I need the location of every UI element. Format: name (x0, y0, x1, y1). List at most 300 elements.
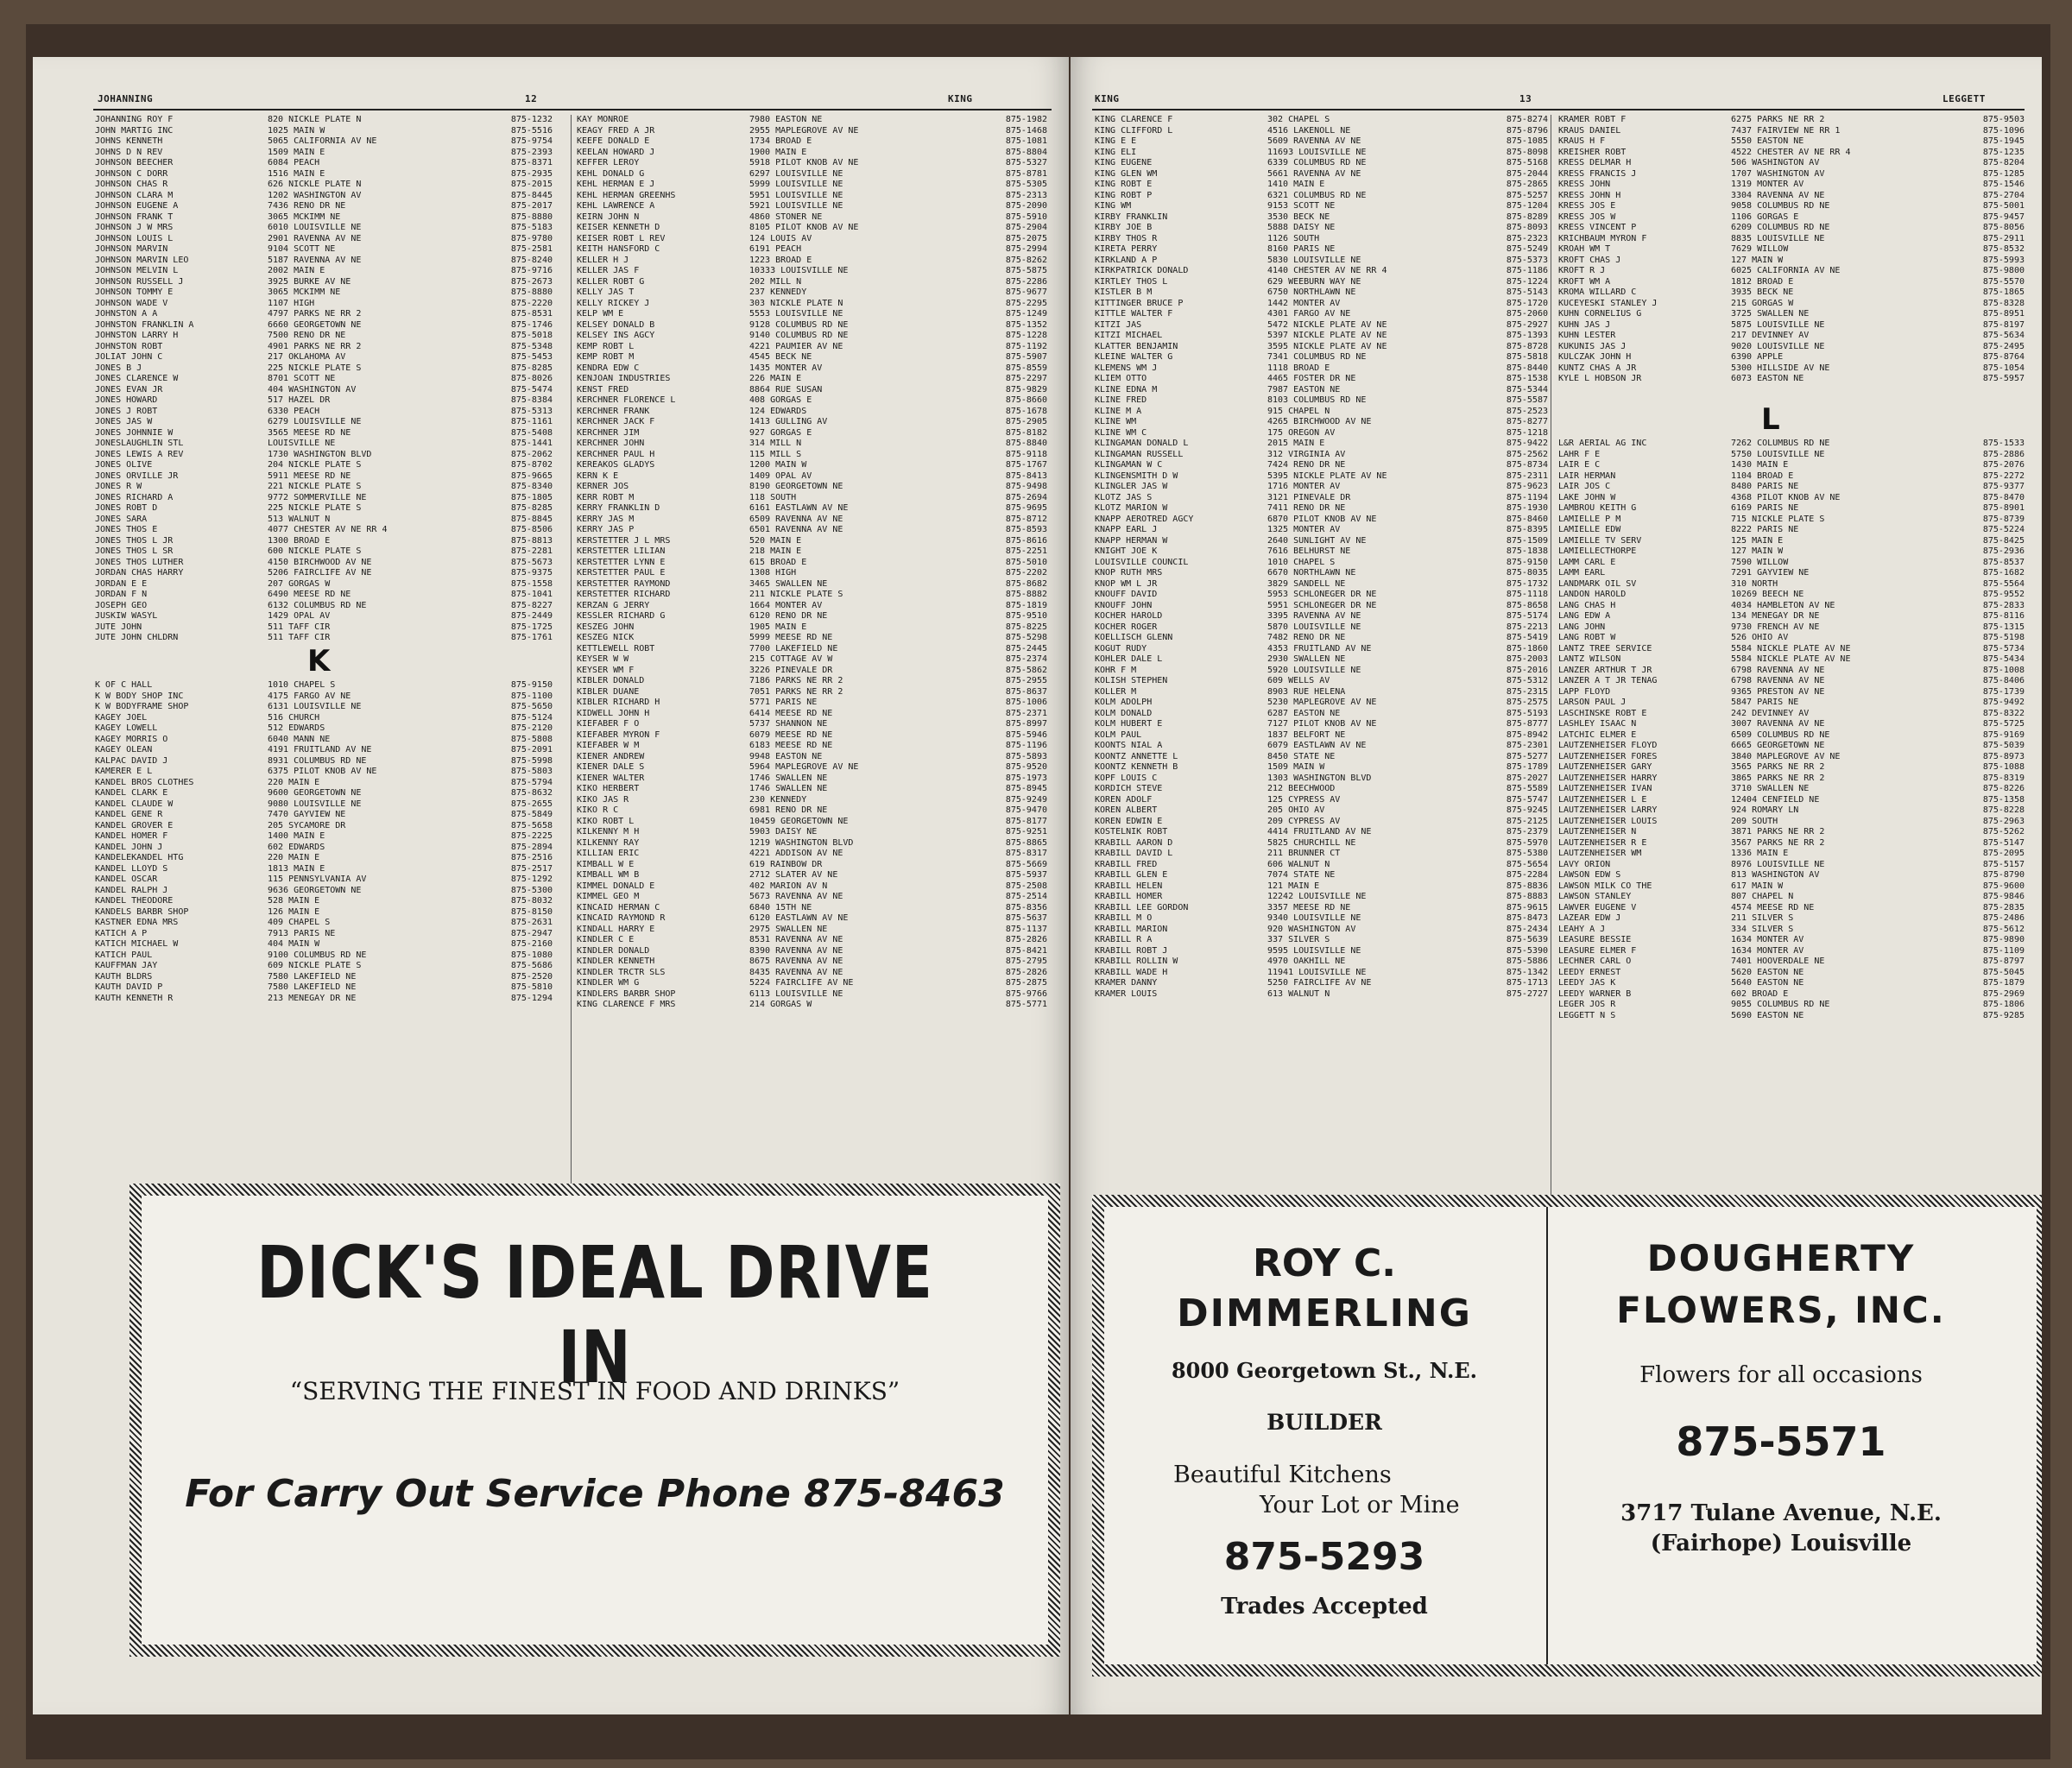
listing-phone: 875-8240 (510, 255, 553, 265)
listing-row (577, 212, 1056, 224)
listing-address: 6132 COLUMBUS RD NE (268, 600, 367, 610)
listing-address: 9080 LOUISVILLE NE (268, 799, 362, 809)
listing-row (577, 320, 1056, 332)
listing-row (577, 201, 1056, 212)
listing-address: 9730 FRENCH AV NE (1731, 622, 1820, 632)
listing-address: 4265 BIRCHWOOD AV NE (1267, 417, 1372, 426)
listing-address: 4150 BIRCHWOOD AV NE (268, 557, 372, 567)
listing-name: KAY MONROE (577, 115, 629, 124)
listing-name: KEHL HERMAN E J (577, 180, 655, 189)
listing-name: KING GLEN WM (1095, 168, 1158, 179)
listing-name: KIEFABER MYRON F (577, 729, 660, 740)
listing-phone: 875-5224 (1982, 525, 2025, 534)
listing-phone: 875-8537 (1982, 557, 2025, 567)
listing-row (1095, 493, 1552, 504)
listing-phone: 875-1767 (1005, 460, 1047, 470)
listing-phone: 875-8226 (1982, 784, 2025, 793)
listing-name: KRABILL MARION (1095, 924, 1168, 934)
listing-address: 1010 CHAPEL S (268, 680, 336, 690)
listing-name: JOHNSON C DORR (95, 168, 168, 179)
listing-phone: 875-2935 (510, 168, 553, 179)
listing-phone: 875-1196 (1005, 741, 1047, 750)
listing-row (1095, 515, 1552, 526)
listing-phone: 875-1805 (510, 492, 553, 502)
ad-name-line1: ROY C. (1253, 1241, 1396, 1285)
listing-name: KIKO HERBERT (577, 784, 640, 793)
listing-address: 7482 RENO DR NE (1267, 633, 1346, 642)
listing-name: KERCHNER JOHN (577, 439, 645, 448)
listing-address: 334 SILVER S (1731, 924, 1794, 934)
listing-row (95, 590, 565, 601)
listing-row (1095, 266, 1552, 277)
listing-name: LAIR JOS C (1558, 482, 1611, 491)
listing-address: 5825 CHURCHILL NE (1267, 837, 1356, 848)
listing-phone: 875-8093 (1506, 223, 1548, 232)
listing-address: 5830 LOUISVILLE NE (1267, 255, 1361, 265)
listing-phone: 875-8882 (1005, 590, 1047, 599)
listing-row (577, 892, 1056, 903)
listing-address: 2015 MAIN E (1267, 439, 1325, 448)
listing-row (1095, 471, 1552, 483)
listing-address: 609 NICKLE PLATE S (268, 961, 362, 970)
listing-name: KIEFABER W M (577, 741, 640, 750)
listing-name: KANDEL JOHN J (95, 842, 163, 852)
listing-row (1558, 719, 2029, 730)
listing-address: 6660 GEORGETOWN NE (268, 319, 362, 330)
listing-address: 125 MAIN E (1731, 535, 1784, 546)
listing-address: 6750 NORTHLAWN NE (1267, 287, 1356, 297)
listing-phone: 875-8470 (1982, 492, 2025, 502)
listing-name: KOCHER ROGER (1095, 622, 1158, 632)
listing-phone: 875-1732 (1506, 578, 1548, 589)
listing-name: KEHL LAWRENCE A (577, 201, 655, 211)
listing-address: 3595 NICKLE PLATE AV NE (1267, 341, 1387, 351)
listing-row (95, 579, 565, 590)
listing-address: 118 SOUTH (749, 492, 797, 502)
listing-phone: 875-5300 (510, 885, 553, 895)
listing-address: 715 NICKLE PLATE S (1731, 514, 1825, 524)
listing-name: KESZEG NICK (577, 633, 635, 642)
listing-name: KERRY JAS P (577, 525, 635, 534)
listing-phone: 875-8637 (1005, 686, 1047, 697)
listing-address: 6161 EASTLAWN AV NE (749, 503, 849, 513)
listing-row (1558, 881, 2029, 893)
listing-phone: 875-1352 (1005, 319, 1047, 330)
listing-address: 3395 RAVENNA AV NE (1267, 611, 1361, 621)
listing-name: KANDELEKANDEL HTG (95, 853, 184, 862)
listing-name: JOHNSON WADE V (95, 298, 168, 308)
listing-phone: 875-8734 (1506, 460, 1548, 470)
listing-phone: 875-5183 (510, 223, 553, 232)
listing-row (577, 503, 1056, 515)
listing-row (1095, 256, 1552, 267)
listing-row (1558, 935, 2029, 946)
listing-address: 5953 SCHLONEGER DR NE (1267, 590, 1377, 599)
listing-row (1558, 256, 2029, 267)
ad-tag1: Beautiful Kitchens (1173, 1462, 1392, 1488)
listing-name: KROFT CHAS J (1558, 255, 1621, 265)
listing-phone: 875-8532 (1982, 244, 2025, 254)
listing-phone: 875-5419 (1506, 633, 1548, 642)
listing-phone: 875-8182 (1005, 427, 1047, 438)
listing-address: 312 VIRGINIA AV (1267, 449, 1346, 459)
listing-phone: 875-5849 (510, 810, 553, 819)
listing-address: 1442 MONTER AV (1267, 298, 1341, 308)
listing-row (1095, 611, 1552, 622)
listing-address: 7700 LAKEFIELD NE (749, 643, 838, 654)
listing-address: 8835 LOUISVILLE NE (1731, 233, 1825, 243)
listing-row (1558, 212, 2029, 224)
listing-address: 4301 FARGO AV NE (1267, 309, 1351, 319)
listing-address: 1219 WASHINGTON BLVD (749, 837, 854, 848)
listing-row (1095, 309, 1552, 320)
listing-row (1095, 363, 1552, 375)
listing-address: 915 CHAPEL N (1267, 406, 1330, 416)
listing-phone: 875-8813 (510, 535, 553, 546)
listing-phone: 875-2120 (510, 723, 553, 733)
listing-name: KELLY RICKEY J (577, 298, 650, 308)
listing-address: 1509 MAIN E (268, 147, 325, 157)
listing-row (1095, 244, 1552, 256)
listing-name: KRAMER DANNY (1095, 978, 1158, 988)
listing-name: LAMIELLE P M (1558, 514, 1621, 524)
listing-address: 3567 PARKS NE RR 2 (1731, 837, 1825, 848)
listing-phone: 875-1085 (1506, 136, 1548, 146)
listing-name: JUTE JOHN (95, 622, 142, 632)
listing-address: 8222 PARIS NE (1731, 525, 1799, 534)
listing-name: KRESS VINCENT P (1558, 223, 1637, 232)
listing-phone: 875-8865 (1005, 837, 1047, 848)
listing-phone: 875-9600 (1982, 881, 2025, 891)
listing-name: LECHNER CARL O (1558, 957, 1632, 966)
listing-address: 220 MAIN E (268, 853, 320, 862)
listing-name: LAWSON STANLEY (1558, 892, 1632, 901)
listing-name: K OF C HALL (95, 680, 153, 690)
listing-row (1558, 309, 2029, 320)
listing-row (95, 428, 565, 439)
listing-phone: 875-2894 (510, 842, 553, 852)
listing-name: KERSTETTER LYNN E (577, 557, 666, 567)
listing-address: 1106 GORGAS E (1731, 212, 1799, 222)
listing-phone: 875-2445 (1005, 643, 1047, 654)
listing-row (1558, 601, 2029, 612)
listing-address: 3565 MEESE RD NE (268, 427, 351, 438)
listing-name: KETTLEWELL ROBT (577, 643, 655, 654)
listing-phone: 875-8116 (1982, 611, 2025, 621)
listing-row (1558, 244, 2029, 256)
listing-name: KAGEY JOEL (95, 712, 148, 723)
listing-row (1095, 817, 1552, 828)
listing-row (577, 493, 1056, 504)
listing-address: 6131 LOUISVILLE NE (268, 702, 362, 711)
listing-name: KNOUFF DAVID (1095, 590, 1158, 599)
listing-address: 2901 RAVENNA AV NE (268, 233, 362, 243)
listing-name: KITTINGER BRUCE P (1095, 298, 1184, 308)
listing-name: KAUFFMAN JAY (95, 961, 158, 970)
listing-address: 3725 SWALLEN NE (1731, 309, 1810, 319)
listing-row (95, 702, 565, 713)
listing-row (577, 957, 1056, 968)
listing-row (577, 244, 1056, 256)
listing-row (95, 896, 565, 907)
listing-name: LATCHIC ELMER E (1558, 729, 1637, 740)
listing-row (577, 460, 1056, 471)
listing-row (1095, 428, 1552, 439)
listing-phone: 875-1819 (1005, 600, 1047, 610)
listing-address: 6079 MEESE RD NE (749, 729, 833, 740)
listing-name: KLINGENSMITH D W (1095, 470, 1178, 481)
listing-phone: 875-5262 (1982, 827, 2025, 837)
listing-row (95, 395, 565, 407)
left-header-first: JOHANNING (98, 93, 154, 104)
listing-address: 6120 RENO DR NE (749, 611, 828, 621)
listing-address: 124 EDWARDS (749, 406, 807, 416)
listing-phone: 875-2076 (1982, 460, 2025, 470)
listing-name: KANDEL CLARK E (95, 788, 168, 798)
listing-phone: 875-8616 (1005, 535, 1047, 546)
ad-name-line2: DIMMERLING (1177, 1291, 1472, 1335)
listing-phone: 875-2508 (1005, 881, 1047, 891)
listing-address: 7401 HOOVERDALE NE (1731, 957, 1825, 966)
listing-address: 7186 PARKS NE RR 2 (749, 676, 843, 685)
listing-address: 8435 RAVENNA AV NE (749, 967, 843, 977)
listing-phone: 875-9846 (1982, 892, 2025, 901)
listing-row (95, 201, 565, 212)
listing-phone: 875-8951 (1982, 309, 2025, 319)
listing-name: KANDEL CLAUDE W (95, 799, 174, 809)
listing-address: 4901 PARKS NE RR 2 (268, 341, 362, 351)
listing-address: 7436 RENO DR NE (268, 201, 346, 211)
listing-phone: 875-1218 (1506, 427, 1548, 438)
listing-name: KERSTETTER RAYMOND (577, 578, 671, 589)
listing-row (1095, 752, 1552, 763)
listing-phone: 875-5686 (510, 961, 553, 970)
listing-row (1558, 525, 2029, 536)
listing-address: 602 EDWARDS (268, 842, 325, 852)
listing-row (1558, 946, 2029, 957)
listing-address: 3226 PINEVALE DR (749, 665, 833, 675)
listing-phone: 875-2516 (510, 853, 553, 862)
listing-name: JOHNSON LOUIS L (95, 233, 174, 243)
listing-address: 8931 COLUMBUS RD NE (268, 755, 367, 766)
listing-row (1095, 579, 1552, 590)
listing-address: 1118 BROAD E (1267, 363, 1330, 373)
listing-address: 6321 COLUMBUS RD NE (1267, 190, 1367, 200)
listing-address: 5921 LOUISVILLE NE (749, 201, 843, 211)
listing-name: JONES LEWIS A REV (95, 449, 184, 459)
listing-address: 6870 PILOT KNOB AV NE (1267, 514, 1377, 524)
listing-row (577, 644, 1056, 655)
listing-name: JOHNSON MARVIN LEO (95, 255, 189, 265)
listing-phone: 875-2704 (1982, 190, 2025, 200)
listing-address: 4191 FRUITLAND AV NE (268, 745, 372, 755)
listing-phone: 875-2272 (1982, 470, 2025, 481)
listing-row (577, 407, 1056, 418)
listing-name: KAGEY OLEAN (95, 745, 153, 755)
listing-name: KLIEM OTTO (1095, 374, 1147, 383)
listing-name: LEGER JOS R (1558, 1000, 1616, 1009)
listing-phone: 875-2323 (1506, 233, 1548, 243)
listing-phone: 875-9677 (1005, 287, 1047, 297)
listing-name: JONES ORVILLE JR (95, 470, 179, 481)
listing-row (1095, 795, 1552, 806)
listing-row (95, 126, 565, 137)
listing-name: KERCHNER JIM (577, 427, 640, 438)
listing-phone: 875-2297 (1005, 374, 1047, 383)
listing-name: JONES EVAN JR (95, 384, 163, 395)
listing-row (1558, 558, 2029, 569)
listing-name: KOPF LOUIS C (1095, 773, 1158, 783)
listing-name: KNAPP EARL J (1095, 525, 1158, 534)
listing-row (95, 821, 565, 832)
listing-name: KORDICH STEVE (1095, 784, 1163, 793)
listing-phone: 875-8790 (1982, 870, 2025, 880)
listing-address: 8105 PILOT KNOB AV NE (749, 223, 859, 232)
listing-phone: 875-2160 (510, 939, 553, 949)
listing-name: LANZER A T JR TENAG (1558, 676, 1658, 685)
listing-address: 6113 LOUISVILLE NE (749, 988, 843, 999)
listing-phone: 875-1080 (510, 950, 553, 960)
listing-row (95, 907, 565, 919)
listing-phone: 875-2091 (510, 745, 553, 755)
listing-phone: 875-2865 (1506, 180, 1548, 189)
listing-name: JONES CLARENCE W (95, 374, 179, 383)
listing-phone: 875-2062 (510, 449, 553, 459)
listing-phone: 875-1137 (1005, 924, 1047, 934)
listing-name: LEEDY WARNER B (1558, 988, 1632, 999)
listing-row (577, 795, 1056, 806)
listing-phone: 875-8197 (1982, 319, 2025, 330)
left-page (33, 57, 1069, 1714)
listing-phone: 875-8682 (1005, 578, 1047, 589)
listing-row (95, 843, 565, 854)
listing-name: JONES THOS L JR (95, 535, 174, 546)
listing-address: 626 NICKLE PLATE N (268, 180, 362, 189)
listing-row (1558, 158, 2029, 169)
listing-row (95, 482, 565, 493)
listing-name: JONES THOS L SR (95, 546, 174, 556)
listing-address: 9340 LOUISVILLE NE (1267, 913, 1361, 923)
listing-name: KRABILL ROLLIN W (1095, 957, 1178, 966)
listing-row (577, 774, 1056, 785)
listing-phone: 875-9800 (1982, 266, 2025, 275)
listing-phone: 875-9150 (1506, 557, 1548, 567)
listing-name: KANDELS BARBR SHOP (95, 906, 189, 917)
listing-name: LAKE JOHN W (1558, 492, 1616, 502)
listing-address: 127 MAIN W (1731, 255, 1784, 265)
listing-name: KUKUNIS JAS J (1558, 341, 1627, 351)
listing-name: KRABILL HOMER (1095, 892, 1163, 901)
listing-address: 242 DEVINNEY AV (1731, 708, 1810, 718)
listing-name: LAIR HERMAN (1558, 470, 1616, 481)
listing-phone: 875-5298 (1005, 633, 1047, 642)
listing-row (1558, 363, 2029, 375)
listing-address: 4465 FOSTER DR NE (1267, 374, 1356, 383)
listing-address: 4797 PARKS NE RR 2 (268, 309, 362, 319)
listing-row (577, 687, 1056, 698)
listing-row (95, 180, 565, 191)
listing-address: 11941 LOUISVILLE NE (1267, 967, 1367, 977)
listing-name: JOHNSON TOMMY E (95, 287, 174, 297)
listing-address: 629 WEEBURN WAY NE (1267, 276, 1361, 287)
listing-row (95, 234, 565, 245)
listing-phone: 875-1533 (1982, 439, 2025, 448)
listing-address: 820 NICKLE PLATE N (268, 115, 362, 124)
listing-phone: 875-5327 (1005, 158, 1047, 167)
listing-column-2 (577, 115, 1056, 1011)
listing-row (95, 115, 565, 126)
listing-name: LEASURE ELMER F (1558, 945, 1637, 956)
listing-phone: 875-2434 (1506, 924, 1548, 934)
listing-phone: 875-1713 (1506, 978, 1548, 988)
listing-row (1095, 287, 1552, 299)
listing-phone: 875-2003 (1506, 654, 1548, 664)
listing-row (577, 158, 1056, 169)
listing-address: 520 MAIN E (749, 535, 802, 546)
listing-phone: 875-9169 (1982, 729, 2025, 740)
listing-name: LAUTZENHEISER FLOYD (1558, 741, 1658, 750)
listing-address: 517 HAZEL DR (268, 395, 331, 405)
listing-address: 6183 MEESE RD NE (749, 741, 833, 750)
listing-name: LAUTZENHEISER FORES (1558, 751, 1658, 761)
listing-row (1095, 320, 1552, 332)
ad-phone-line: For Carry Out Service Phone 875-8463 (185, 1472, 1005, 1516)
listing-row (1558, 925, 2029, 936)
listing-phone: 875-2315 (1506, 686, 1548, 697)
listing-address: 4175 FARGO AV NE (268, 691, 351, 701)
listing-phone: 875-1204 (1506, 201, 1548, 211)
listing-phone: 875-1982 (1005, 115, 1047, 124)
listing-phone: 875-1725 (510, 622, 553, 632)
listing-row (1558, 795, 2029, 806)
listing-name: KRICHBAUM MYRON F (1558, 233, 1647, 243)
listing-name: LEGGETT N S (1558, 1010, 1616, 1020)
listing-name: KEEFE DONALD E (577, 136, 650, 146)
listing-name: JOHNSON MELVIN L (95, 266, 179, 275)
listing-name: KUHN CORNELIUS G (1558, 309, 1642, 319)
listing-name: KEHL DONALD G (577, 168, 645, 179)
listing-name: KUCEYESKI STANLEY J (1558, 298, 1658, 308)
listing-address: 3925 BURKE AV NE (268, 276, 351, 287)
listing-phone: 875-9829 (1005, 384, 1047, 395)
listing-address: 6297 LOUISVILLE NE (749, 168, 843, 179)
listing-address: 8864 RUE SUSAN (749, 384, 823, 395)
listing-name: JOHNSON J W MRS (95, 223, 174, 232)
listing-address: 5911 MEESE RD NE (268, 470, 351, 481)
listing-row (95, 778, 565, 789)
listing-address: 1734 BROAD E (749, 136, 812, 146)
listing-address: 511 TAFF CIR (268, 622, 331, 632)
listing-address: 2712 SLATER AV NE (749, 870, 838, 880)
listing-name: KINDLER TRCTR SLS (577, 967, 666, 977)
listing-row (1558, 709, 2029, 720)
listing-phone: 875-2904 (1005, 223, 1047, 232)
listing-phone: 875-5818 (1506, 352, 1548, 362)
listing-address: 9600 GEORGETOWN NE (268, 788, 362, 798)
listing-address: 5250 FAIRCLIFE AV NE (1267, 978, 1372, 988)
listing-row (1095, 774, 1552, 785)
listing-address: 6414 MEESE RD NE (749, 708, 833, 718)
listing-name: KING E E (1095, 136, 1137, 146)
listing-name: KEMP ROBT M (577, 352, 635, 362)
listing-name: KANDEL LLOYD S (95, 863, 168, 874)
listing-address: 303 NICKLE PLATE N (749, 298, 843, 308)
listing-row (1095, 136, 1552, 148)
listing-address: LOUISVILLE NE (268, 439, 336, 448)
listing-address: 3865 PARKS NE RR 2 (1731, 773, 1825, 783)
listing-phone: 875-8804 (1005, 147, 1047, 157)
listing-phone: 875-8777 (1506, 719, 1548, 729)
